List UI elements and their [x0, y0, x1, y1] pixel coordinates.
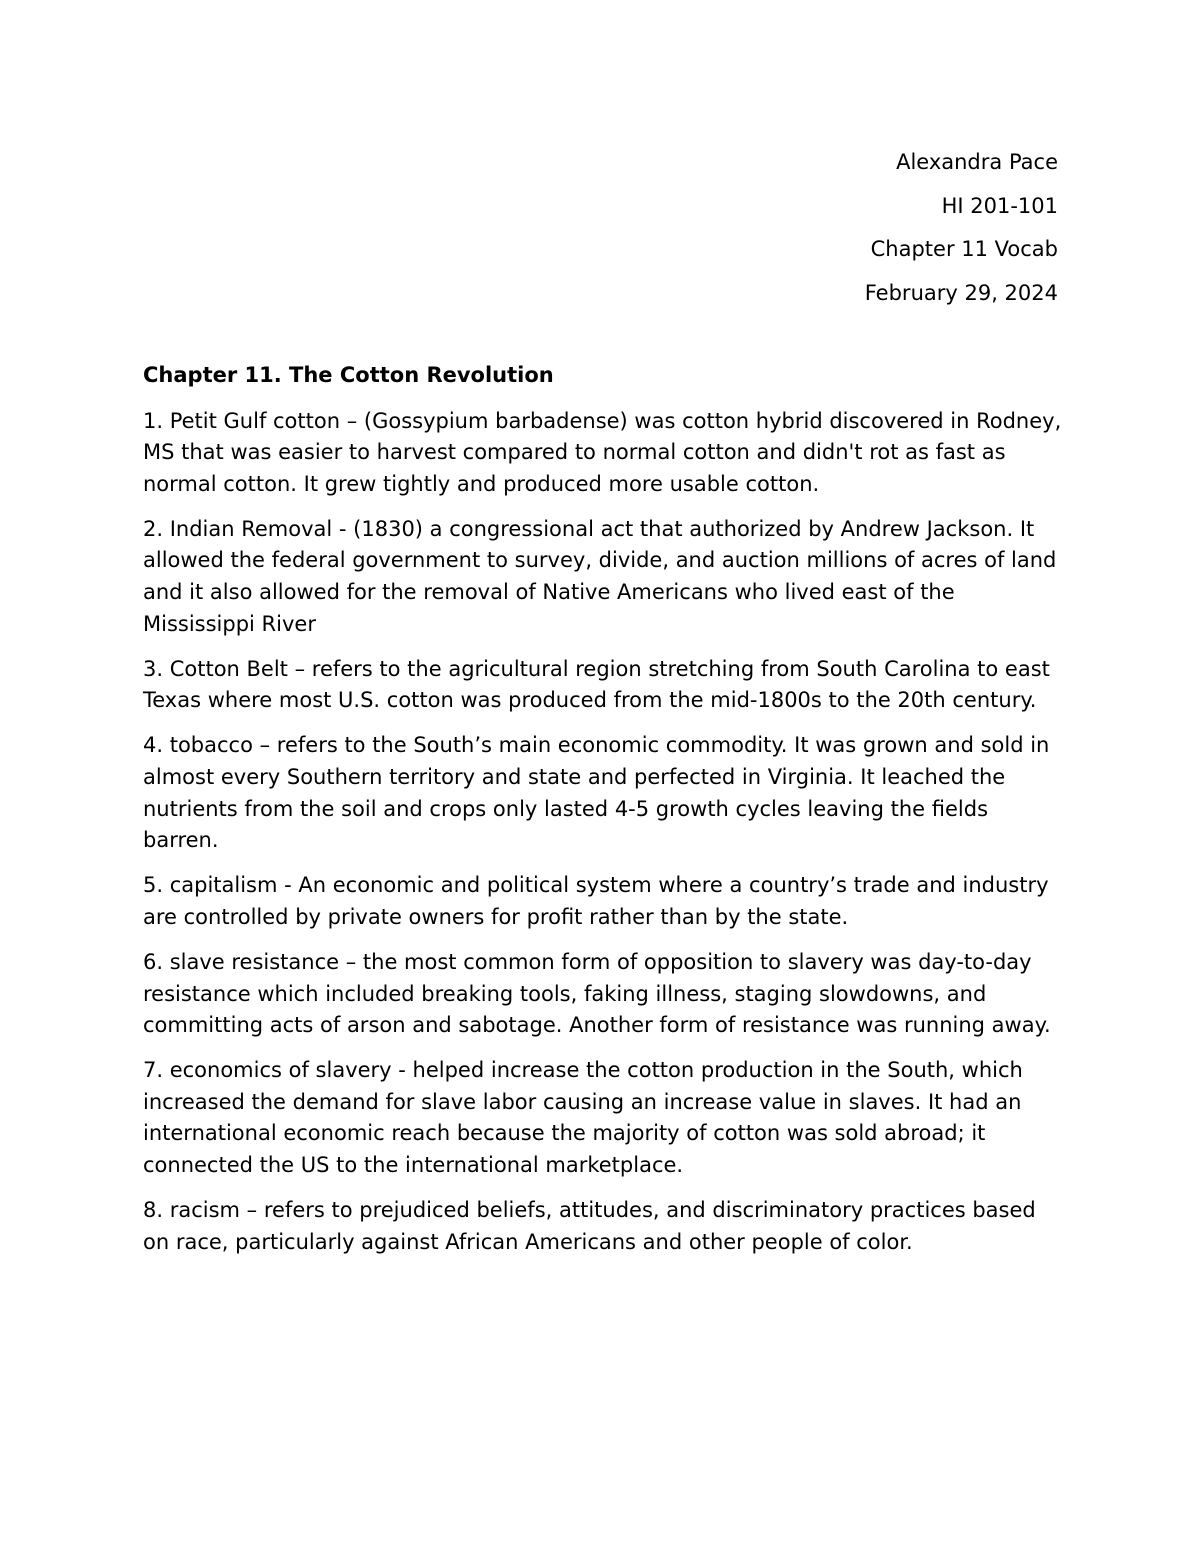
- vocab-entry-1: 1. Petit Gulf cotton – (Gossypium barbadense) was cotton hybrid discovered in Rodney, MS that was easier to harvest compared to normal cotton and didn't rot as fast as normal cotton. It grew tightly and produced more usable cotton.: [143, 408, 1062, 496]
- vocab-entry-5: 5. capitalism - An economic and political system where a country’s trade and industry are controlled by private owners for profit rather than by the state.: [143, 873, 1049, 929]
- author-name: Alexandra Pace: [896, 150, 1058, 174]
- vocab-entry-2: 2. Indian Removal - (1830) a congressional act that authorized by Andrew Jackson. It allowed the federal government to survey, divide, and auction millions of acres of land and it also allowed for the removal of Native Americans who lived east of the Mississippi River: [143, 516, 1057, 636]
- header-block: [865, 141, 1058, 315]
- vocab-entry-7: 7. economics of slavery - helped increase the cotton production in the South, which increased the demand for slave labor causing an increase value in slaves. It had an international economic reach because the majority of cotton was sold abroad; it connected the US to the international marketplace.: [143, 1058, 1023, 1178]
- assignment-title: Chapter 11 Vocab: [870, 237, 1058, 261]
- course-code: HI 201-101: [941, 193, 1058, 218]
- vocab-entry-8: 8. racism – refers to prejudiced beliefs, attitudes, and discriminatory practices based on race, particularly against African Americans and other people of color.: [143, 1198, 1036, 1254]
- vocab-entry-6: 6. slave resistance – the most common form of opposition to slavery was day-to-day resistance which included breaking tools, faking illness, staging slowdowns, and committing acts of arson and sabotage. Another form of resistance was running away.: [143, 950, 1051, 1038]
- vocab-entry-4: 4. tobacco – refers to the South’s main economic commodity. It was grown and sold in almost every Southern territory and state and perfected in Virginia. It leached the nutrients from the soil and crops only lasted 4-5 growth cycles leaving the fields barren.: [143, 733, 1050, 853]
- vocab-entry-3: 3. Cotton Belt – refers to the agricultural region stretching from South Carolina to east Texas where most U.S. cotton was produced from the mid-1800s to the 20th century.: [143, 656, 1050, 713]
- document-body: [143, 360, 1068, 1272]
- chapter-title: Chapter 11. The Cotton Revolution: [143, 363, 554, 387]
- document-date: February 29, 2024: [864, 280, 1058, 305]
